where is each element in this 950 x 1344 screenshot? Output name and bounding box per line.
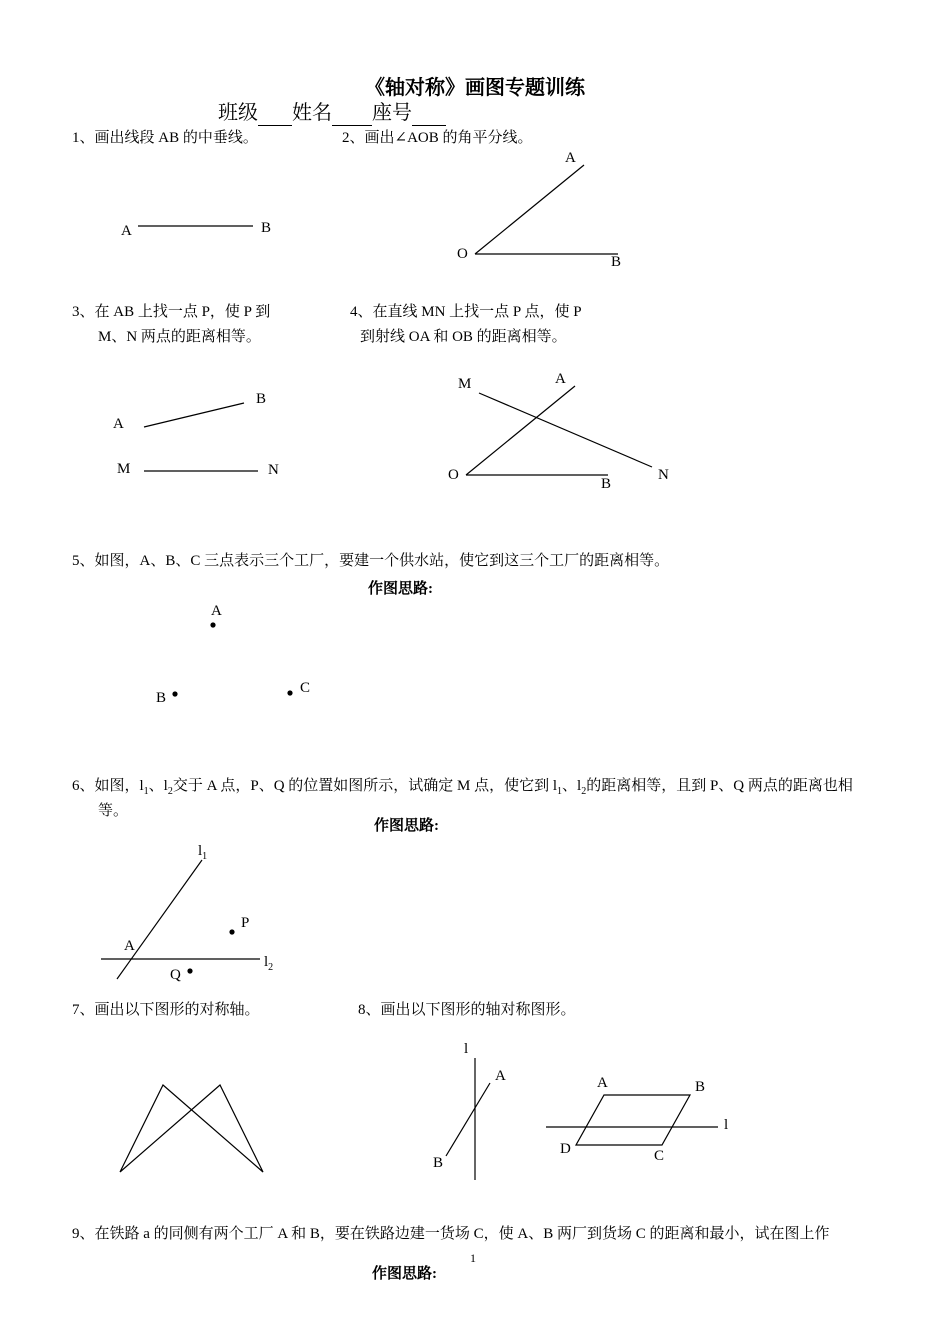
q6-text-d: 、l bbox=[562, 778, 582, 794]
q6-label-l2-sub: 2 bbox=[268, 962, 274, 973]
q5-point-b[interactable] bbox=[172, 691, 177, 696]
q5-label-c: C bbox=[300, 680, 311, 696]
class-label: 班级 bbox=[218, 102, 258, 124]
q6-sub-4: 2 bbox=[581, 786, 587, 797]
q8-label-b-left: B bbox=[433, 1155, 444, 1171]
q8-segment-ab[interactable] bbox=[446, 1083, 490, 1156]
q4-label-o: O bbox=[448, 467, 459, 483]
q4-label-a: A bbox=[555, 371, 566, 387]
seat-label: 座号 bbox=[372, 102, 412, 124]
q6-label-p: P bbox=[241, 915, 250, 931]
q2-text: 2、画出∠AOB 的角平分线。 bbox=[342, 130, 533, 146]
q6-text-c: 交于 A 点，P、Q 的位置如图所示，试确定 M 点，使它到 l bbox=[172, 778, 558, 794]
q5-point-c[interactable] bbox=[287, 690, 292, 695]
q4-line2: 到射线 OA 和 OB 的距离相等。 bbox=[360, 329, 567, 345]
q6-label-l2-text: l bbox=[264, 954, 269, 970]
q3-line1: 3、在 AB 上找一点 P，使 P 到 bbox=[72, 304, 271, 320]
q8-label-a-right: A bbox=[597, 1075, 608, 1091]
q8-label-d: D bbox=[560, 1141, 571, 1157]
q7-figure[interactable] bbox=[120, 1085, 263, 1172]
q9-text: 9、在铁路 a 的同侧有两个工厂 A 和 B，要在铁路边建一货场 C，使 A、B 两厂到货场 C 的距离和最小，试在图上作 bbox=[72, 1226, 830, 1242]
q6-text-b: 、l bbox=[148, 778, 168, 794]
q7-text: 7、画出以下图形的对称轴。 bbox=[72, 1002, 260, 1018]
q2-label-a: A bbox=[565, 150, 576, 166]
page-title: 《轴对称》画图专题训练 bbox=[365, 77, 585, 99]
q5-text: 5、如图，A、B、C 三点表示三个工厂，要建一个供水站，使它到这三个工厂的距离相等。 bbox=[72, 553, 670, 569]
q6-point-p[interactable] bbox=[229, 929, 234, 934]
q8-label-l-left: l bbox=[464, 1041, 469, 1057]
q6-thinking-label: 作图思路: bbox=[374, 818, 439, 834]
q6-text-e: 的距离相等，且到 P、Q 两点的距离也相 bbox=[586, 778, 853, 794]
q4-label-m: M bbox=[458, 376, 472, 392]
q2-ray-oa[interactable] bbox=[475, 165, 584, 254]
q5-label-b: B bbox=[156, 690, 167, 706]
q1-text: 1、画出线段 AB 的中垂线。 bbox=[72, 130, 258, 146]
q8-label-b-right: B bbox=[695, 1079, 706, 1095]
q3-label-n: N bbox=[268, 462, 279, 478]
q9-thinking-label: 作图思路: bbox=[372, 1266, 437, 1282]
q5-thinking-label: 作图思路: bbox=[368, 581, 433, 597]
q6-text-a: 6、如图，l bbox=[72, 778, 144, 794]
q3-line2: M、N 两点的距离相等。 bbox=[98, 329, 261, 345]
q6-line2: 等。 bbox=[98, 803, 129, 819]
q4-label-n: N bbox=[658, 467, 669, 483]
q8-label-a-left: A bbox=[495, 1068, 506, 1084]
q6-label-a: A bbox=[124, 938, 135, 954]
q1-label-b: B bbox=[261, 220, 272, 236]
q3-label-m: M bbox=[117, 461, 131, 477]
q6-sub-2: 2 bbox=[167, 786, 173, 797]
q8-text: 8、画出以下图形的轴对称图形。 bbox=[358, 1002, 576, 1018]
q8-label-c: C bbox=[654, 1148, 665, 1164]
page-number: 1 bbox=[470, 1251, 476, 1265]
name-label: 姓名 bbox=[292, 102, 332, 124]
q6-label-l1-sub: 1 bbox=[202, 851, 208, 862]
q3-label-b: B bbox=[256, 391, 267, 407]
q4-ray-oa[interactable] bbox=[466, 386, 575, 475]
q3-label-a: A bbox=[113, 416, 124, 432]
q6-point-q[interactable] bbox=[187, 968, 192, 973]
q4-label-b: B bbox=[601, 476, 612, 492]
q4-line1: 4、在直线 MN 上找一点 P 点，使 P bbox=[350, 304, 582, 320]
q8-parallelogram-abcd[interactable] bbox=[576, 1095, 690, 1145]
q2-label-b: B bbox=[611, 254, 622, 270]
q4-line-mn[interactable] bbox=[479, 393, 652, 467]
q6-label-l1 bbox=[198, 843, 207, 865]
q2-label-o: O bbox=[457, 246, 468, 262]
q6-label-l1-text: l bbox=[198, 843, 203, 859]
q5-point-a[interactable] bbox=[210, 622, 215, 627]
q6-sub-3: 1 bbox=[557, 786, 563, 797]
q6-sub-1: 1 bbox=[143, 786, 149, 797]
q6-line-l1[interactable] bbox=[117, 860, 202, 979]
q6-label-l2 bbox=[264, 954, 273, 976]
q6-label-q: Q bbox=[170, 967, 181, 983]
q3-segment-ab[interactable] bbox=[144, 403, 244, 427]
q1-label-a: A bbox=[121, 223, 132, 239]
q8-label-l-right: l bbox=[724, 1117, 729, 1133]
q5-label-a: A bbox=[211, 603, 222, 619]
